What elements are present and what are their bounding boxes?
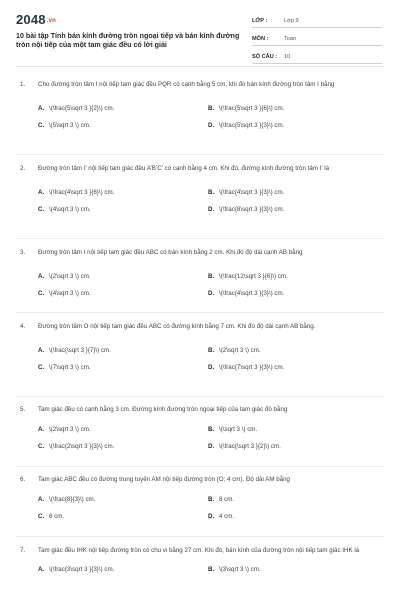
option-text: \(\frac{8}{3}\) cm.	[49, 496, 96, 503]
answer-options	[38, 421, 378, 455]
option-letter: B.	[208, 273, 215, 280]
question-number: 7.	[20, 547, 26, 554]
meta-row-class	[252, 14, 382, 28]
option-letter: D.	[208, 364, 215, 371]
meta-label: LỚP :	[252, 17, 268, 24]
question-number: 5.	[20, 406, 26, 413]
option-letter: A.	[38, 426, 45, 433]
question-divider	[16, 238, 384, 239]
meta-label: MÔN :	[252, 35, 269, 42]
question-number: 2.	[20, 165, 26, 172]
option-letter: D.	[208, 206, 215, 213]
question-stem	[20, 80, 380, 89]
question-number: 1.	[20, 81, 26, 88]
option-letter: A.	[38, 189, 45, 196]
option-letter: B.	[208, 566, 215, 573]
logo-text: 2048	[16, 12, 46, 27]
question-stem	[20, 322, 380, 331]
option-row	[38, 561, 378, 578]
option-text: \(7\sqrt 3 \) cm.	[49, 364, 91, 371]
option-letter: C.	[38, 364, 45, 371]
question-stem	[20, 475, 380, 484]
option-letter: A.	[38, 496, 45, 503]
option-row	[38, 421, 378, 438]
meta-label: SỐ CÂU :	[252, 53, 278, 60]
option-b[interactable]	[208, 426, 378, 433]
option-letter: B.	[208, 189, 215, 196]
meta-value: Toán	[284, 35, 297, 42]
option-text: \(4\sqrt 3 \) cm.	[49, 206, 91, 213]
question-1	[20, 80, 380, 134]
option-b[interactable]	[208, 496, 378, 503]
question-number: 6.	[20, 476, 26, 483]
logo-suffix: .vn	[46, 18, 57, 24]
site-logo[interactable]	[16, 12, 56, 27]
page-header	[0, 0, 400, 58]
option-text: \(\frac{\sqrt 3 }{2}\) cm.	[219, 443, 281, 450]
question-stem	[20, 164, 380, 173]
option-row	[38, 342, 378, 359]
answer-options	[38, 561, 378, 578]
option-text: \(2\sqrt 3 \) cm.	[49, 273, 91, 280]
question-divider	[16, 154, 384, 155]
meta-value: Lớp 9	[284, 17, 299, 24]
question-6	[20, 475, 380, 525]
option-b[interactable]	[208, 347, 378, 354]
option-c[interactable]	[38, 206, 208, 213]
question-2	[20, 164, 380, 218]
option-row	[38, 491, 378, 508]
option-text: \(\frac{5\sqrt 3 }{3}\) cm.	[219, 122, 285, 129]
option-d[interactable]	[208, 290, 378, 297]
answer-options	[38, 268, 378, 302]
option-a[interactable]	[38, 347, 208, 354]
answer-options	[38, 100, 378, 134]
option-d[interactable]	[208, 443, 378, 450]
meta-row-count	[252, 50, 382, 64]
option-text: \(\sqrt 3 \) cm.	[219, 426, 258, 433]
option-row	[38, 117, 378, 134]
answer-options	[38, 184, 378, 218]
option-text: \(2\sqrt 3 \) cm.	[219, 347, 261, 354]
option-row	[38, 285, 378, 302]
option-text: \(\frac{5\sqrt 3 }{2}\) cm.	[49, 105, 115, 112]
option-text: \(\frac{4\sqrt 3 }{3}\) cm.	[219, 290, 285, 297]
option-text: \(5\sqrt 3 \) cm.	[49, 122, 91, 129]
option-text: \(\frac{8\sqrt 3 }{3}\) cm.	[219, 206, 285, 213]
option-letter: B.	[208, 347, 215, 354]
option-c[interactable]	[38, 122, 208, 129]
question-text: Cho đường tròn tâm I nội tiếp tam giác đều PQR có cạnh bằng 5 cm, khi đó bán kính đường tròn tâm I bằng	[38, 81, 335, 88]
option-text: 4 cm.	[219, 513, 235, 520]
meta-value: 10	[284, 53, 291, 60]
option-letter: B.	[208, 105, 215, 112]
question-stem	[20, 405, 380, 414]
question-3	[20, 248, 380, 302]
question-stem	[20, 248, 380, 257]
option-row	[38, 201, 378, 218]
option-text: \(4\sqrt 3 \) cm.	[49, 290, 91, 297]
question-divider	[16, 536, 384, 537]
option-b[interactable]	[208, 273, 378, 280]
option-a[interactable]	[38, 426, 208, 433]
option-text: \(3\sqrt 3 \) cm.	[219, 566, 261, 573]
option-row	[38, 100, 378, 117]
option-row	[38, 508, 378, 525]
option-text: \(2\sqrt 3 \) cm.	[49, 426, 91, 433]
meta-row-subject	[252, 32, 382, 46]
option-c[interactable]	[38, 364, 208, 371]
option-d[interactable]	[208, 513, 378, 520]
option-letter: A.	[38, 347, 45, 354]
option-text: \(\frac{4\sqrt 3 }{6}\) cm.	[49, 189, 115, 196]
option-text: \(\frac{7\sqrt 3 }{3}\) cm.	[219, 364, 285, 371]
option-text: \(\frac{3\sqrt 3 }{3}\) cm.	[49, 566, 115, 573]
question-divider	[16, 396, 384, 397]
meta-box	[252, 14, 382, 68]
question-5	[20, 405, 380, 455]
question-text: Đường tròn tâm I nội tiếp tam giác đều ABC có bán kính bằng 2 cm. Khi đó độ dài cạnh AB bằng	[38, 249, 303, 256]
option-a[interactable]	[38, 189, 208, 196]
option-letter: A.	[38, 105, 45, 112]
option-text: \(\frac{5\sqrt 3 }{6}\) cm.	[219, 105, 285, 112]
option-c[interactable]	[38, 443, 208, 450]
option-d[interactable]	[208, 122, 378, 129]
option-c[interactable]	[38, 513, 208, 520]
option-letter: D.	[208, 122, 215, 129]
question-text: Tam giác đều IHK nội tiếp đường tròn có chu vi bằng 27 cm. Khi đó, bán kính của đường tròn nội tiếp tam giác IHK là	[38, 547, 360, 554]
option-letter: D.	[208, 443, 215, 450]
option-text: \(\frac{4\sqrt 3 }{3}\) cm.	[219, 189, 285, 196]
option-a[interactable]	[38, 566, 208, 573]
option-letter: A.	[38, 566, 45, 573]
answer-options	[38, 491, 378, 525]
option-text: 6 cm.	[49, 513, 65, 520]
option-letter: C.	[38, 513, 45, 520]
page-title: 10 bài tập Tính bán kính đường tròn ngoại tiếp và bán kính đường tròn nội tiếp của một tam giác đều có lời giải	[16, 32, 240, 49]
option-b[interactable]	[208, 189, 378, 196]
question-text: Tam giác ABC đều có đường trung tuyến AM nội tiếp đường tròn (O; 4 cm). Độ dài AM bằng	[38, 476, 290, 483]
option-b[interactable]	[208, 566, 378, 573]
question-text: Đường tròn tâm I’ nội tiếp tam giác đều A’B’C’ có cạnh bằng 4 cm. Khi đó, đường kính đường tròn tâm I’ là	[38, 165, 330, 172]
option-b[interactable]	[208, 105, 378, 112]
option-text: \(\frac{\sqrt 3 }{7}\) cm.	[49, 347, 111, 354]
option-row	[38, 268, 378, 285]
option-a[interactable]	[38, 496, 208, 503]
option-letter: D.	[208, 290, 215, 297]
question-text: Tam giác đều có cạnh bằng 3 cm. Đường kính đường tròn ngoại tiếp của tam giác đó bằng	[38, 406, 288, 413]
question-text: Đường tròn tâm O nội tiếp tam giác đều ABC có đường kính bằng 7 cm. Khi đó độ dài cạnh AB bằng.	[38, 323, 316, 330]
option-letter: C.	[38, 206, 45, 213]
question-number: 4.	[20, 323, 26, 330]
option-text: 8 cm.	[219, 496, 235, 503]
header-divider	[16, 66, 384, 67]
option-a[interactable]	[38, 273, 208, 280]
question-7	[20, 546, 380, 578]
question-stem	[20, 546, 380, 555]
option-letter: B.	[208, 496, 215, 503]
option-letter: A.	[38, 273, 45, 280]
option-d[interactable]	[208, 364, 378, 371]
option-text: \(\frac{2\sqrt 3 }{3}\) cm.	[49, 443, 115, 450]
option-text: \(\frac{12\sqrt 3 }{6}\) cm.	[219, 273, 288, 280]
option-letter: D.	[208, 513, 215, 520]
option-row	[38, 184, 378, 201]
option-letter: B.	[208, 426, 215, 433]
option-c[interactable]	[38, 290, 208, 297]
option-d[interactable]	[208, 206, 378, 213]
option-a[interactable]	[38, 105, 208, 112]
option-letter: C.	[38, 443, 45, 450]
question-number: 3.	[20, 249, 26, 256]
answer-options	[38, 342, 378, 376]
question-4	[20, 322, 380, 376]
option-row	[38, 438, 378, 455]
question-divider	[16, 312, 384, 313]
option-letter: C.	[38, 122, 45, 129]
question-divider	[16, 466, 384, 467]
option-row	[38, 359, 378, 376]
option-letter: C.	[38, 290, 45, 297]
